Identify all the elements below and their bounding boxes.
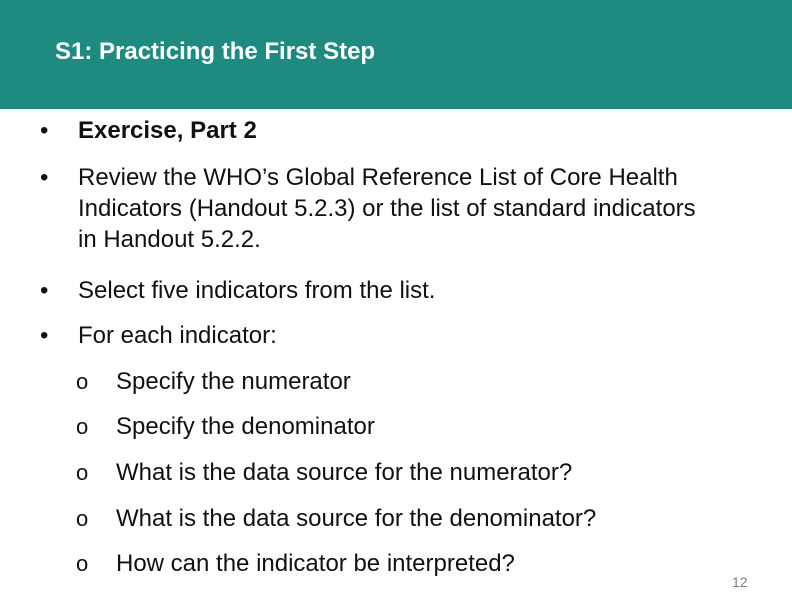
bullet-marker: • (40, 322, 49, 349)
bullet-item (40, 115, 718, 146)
sub-bullet-text: Specify the denominator (116, 413, 375, 440)
sub-bullet-item (76, 411, 375, 442)
bullet-text: Exercise, Part 2 (78, 117, 257, 144)
bullet-text: Select five indicators from the list. (78, 277, 436, 304)
sub-bullet-marker: o (76, 414, 89, 439)
bullet-marker: • (40, 117, 49, 144)
sub-bullet-item (76, 548, 515, 579)
sub-bullet-text: Specify the numerator (116, 368, 351, 395)
sub-bullet-item (76, 457, 572, 488)
bullet-marker: • (40, 164, 49, 191)
sub-bullet-marker: o (76, 369, 89, 394)
sub-bullet-text: What is the data source for the denominator? (116, 505, 597, 532)
sub-bullet-text: How can the indicator be interpreted? (116, 550, 515, 577)
sub-bullet-marker: o (76, 460, 89, 485)
bullet-item (40, 162, 718, 255)
bullet-item (40, 275, 718, 306)
bullet-text: Review the WHO’s Global Reference List of Core Health Indicators (Handout 5.2.3) or the list of standard indicators in Handout 5.2.2. (78, 164, 696, 253)
sub-bullet-item (76, 366, 351, 397)
sub-bullet-marker: o (76, 506, 89, 531)
bullet-text: For each indicator: (78, 322, 277, 349)
sub-bullet-marker: o (76, 551, 89, 576)
bullet-marker: • (40, 277, 49, 304)
page-number: 12 (732, 574, 748, 590)
bullet-item (40, 320, 718, 351)
slide-title: S1: Practicing the First Step (55, 38, 376, 65)
sub-bullet-text: What is the data source for the numerator? (116, 459, 573, 486)
sub-bullet-item (76, 503, 596, 534)
